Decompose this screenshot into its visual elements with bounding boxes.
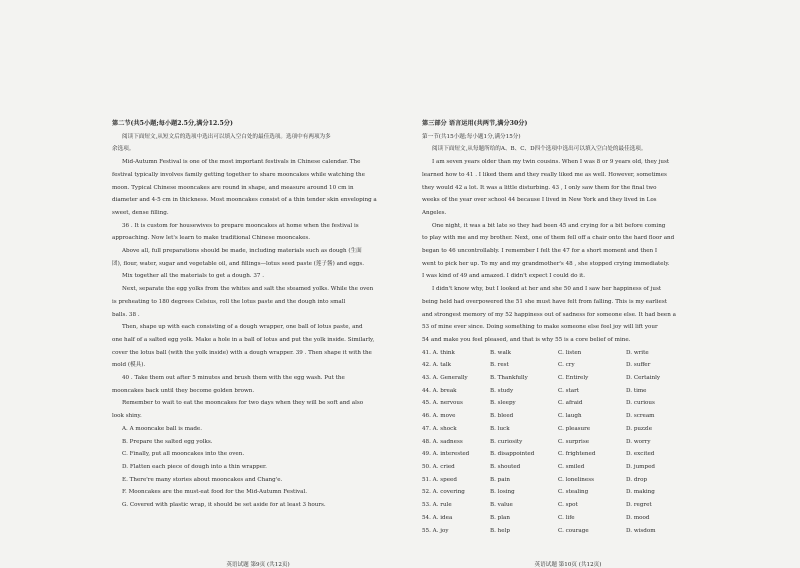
choice-option: D. suffer xyxy=(626,362,651,369)
passage-line: Then, shape up with each consisting of a dough wrapper, one ball of lotus paste, and xyxy=(122,324,363,331)
choice-option: B. disappointed xyxy=(490,451,535,458)
choice-option: C. pleasure xyxy=(558,425,591,432)
passage-line: learned how to 41 . I liked them and they really liked me as well. However, sometimes xyxy=(422,171,667,178)
choice-option: 55. A. joy xyxy=(422,527,449,534)
choice-option: 42. A. talk xyxy=(422,362,452,369)
passage-line: Above all, full preparations should be made, including materials such as dough (生面 xyxy=(122,248,362,255)
choice-option: B. study xyxy=(490,387,514,394)
passage-line: Remember to wait to eat the mooncakes for two days when they will be soft and also xyxy=(122,400,364,407)
choice-option: 45. A. nervous xyxy=(422,400,463,407)
passage-line: is preheating to 180 degrees Celsius, roll the lotus paste and the dough into small xyxy=(112,298,346,305)
choice-option: 51. A. speed xyxy=(422,476,457,483)
choice-option: B. sleepy xyxy=(490,400,516,407)
choice-option: C. Entirely xyxy=(558,375,589,382)
choice-table xyxy=(422,347,714,538)
passage-line: approaching. Now let's learn to make traditional Chinese mooncakes. xyxy=(112,235,311,242)
choice-option: B. luck xyxy=(490,425,510,432)
choice-option: D. excited xyxy=(626,451,655,458)
passage-line: went to pick her up. To my and my grandmother's 48 , she stopped crying immediately. xyxy=(422,260,670,267)
choice-option: 43. A. Generally xyxy=(422,375,468,382)
left-page xyxy=(112,118,404,568)
passage-line: festival typically involves family getting together to share mooncakes while watching the xyxy=(112,171,365,178)
choice-option: 49. A. interested xyxy=(422,451,470,458)
choice-option: 53. A. rule xyxy=(422,502,452,509)
passage-line: 54 and make you feel pleased, and that is why 55 is a core belief of mine. xyxy=(422,336,631,343)
passage-line: being held had overpowered the 51 she must have felt from falling. This is my earliest xyxy=(422,298,667,305)
choice-option: D. time xyxy=(626,387,647,394)
passage-line: began to 46 uncontrollably. I remember I felt the 47 for a short moment and then I xyxy=(422,248,658,255)
choice-option: D. write xyxy=(626,349,649,356)
choice-option: B. curiosity xyxy=(490,438,523,445)
choice-option: 44. A. break xyxy=(422,387,457,394)
passage-line: and strongest memory of my 52 happiness out of sadness for someone else. It had been a xyxy=(422,311,676,318)
choice-option: D. mood xyxy=(626,514,650,521)
passage-line: I was kind of 49 and amazed. I didn't expect I could do it. xyxy=(422,273,586,280)
choice-option: 54. A. idea xyxy=(422,514,453,521)
passage-line: to play with me and my brother. Next, one of them fell off a chair onto the hard floor and xyxy=(422,235,675,242)
option-item: E. There're many stories about mooncakes and Chang'e. xyxy=(122,476,283,483)
choice-option: C. smiled xyxy=(558,463,585,470)
passage-line: look shiny. xyxy=(112,413,142,420)
passage-line: 团), flour, water, sugar and vegetable oil, and fillings—lotus seed paste (莲子酱) and eggs. xyxy=(112,260,364,267)
choice-option: C. laugh xyxy=(558,413,582,420)
choice-option: D. making xyxy=(626,489,655,496)
instruction-line: 阅读下面短文,从短文后的选项中选出可以填入空白处的最佳选项。选项中有两项为多 xyxy=(122,133,331,140)
choice-option: C. stealing xyxy=(558,489,589,496)
choice-option: 50. A. cried xyxy=(422,463,455,470)
instructions: 阅读下面短文,从每题所给的A、B、C、D四个选项中选出可以填入空白处的最佳选项。 xyxy=(432,146,647,153)
passage-line: I am seven years older than my twin cousins. When I was 8 or 9 years old, they just xyxy=(432,159,670,166)
choice-option: B. bleed xyxy=(490,413,514,420)
choice-option: D. drop xyxy=(626,476,648,483)
choice-option: D. curious xyxy=(626,400,655,407)
choice-option: D. worry xyxy=(626,438,651,445)
passage-line: mooncakes back until they become golden brown. xyxy=(112,387,255,394)
passage-line: 40 . Take them out after 5 minutes and brush them with the egg wash. Put the xyxy=(122,375,345,382)
page-footer: 英语试题 第10页 (共12页) xyxy=(534,562,602,568)
passage-line: they would 42 a lot. It was a little disturbing. 43 , I only saw them for the final two xyxy=(422,184,657,191)
option-item: A. A mooncake ball is made. xyxy=(122,425,203,432)
right-page xyxy=(422,118,714,568)
choice-option: D. Certainly xyxy=(626,375,661,382)
option-item: G. Covered with plastic wrap, it should be set aside for at least 3 hours. xyxy=(122,502,326,509)
passage-line: moon. Typical Chinese mooncakes are round in shape, and measure around 10 cm in xyxy=(112,184,354,191)
section-subheading: 第一节(共15小题;每小题1分,满分15分) xyxy=(422,133,521,140)
choice-option: D. scream xyxy=(626,413,655,420)
option-item: D. Flatten each piece of dough into a thin wrapper. xyxy=(122,463,267,470)
choice-option: 46. A. move xyxy=(422,413,456,420)
passage-line: I didn't know why, but I looked at her and she 50 and I saw her happiness of just xyxy=(432,286,662,293)
choice-option: 47. A. shock xyxy=(422,425,457,432)
passage-line: Angeles. xyxy=(422,209,447,216)
choice-option: 52. A. covering xyxy=(422,489,465,496)
choice-option: B. shouted xyxy=(490,463,521,470)
choice-option: D. puzzle xyxy=(626,425,653,432)
choice-option: D. regret xyxy=(626,502,652,509)
choice-option: D. wisdom xyxy=(626,527,656,534)
passage-line: sweet, dense filling. xyxy=(112,209,169,216)
choice-option: 41. A. think xyxy=(422,349,455,356)
choice-option: B. help xyxy=(490,527,510,534)
page-footer: 英语试题 第9页 (共12页) xyxy=(226,562,290,568)
passage-line: balls. 38 . xyxy=(112,311,140,318)
choice-option: B. pain xyxy=(490,476,510,483)
choice-option: C. afraid xyxy=(558,400,583,407)
passage-line: Mid-Autumn Festival is one of the most important festivals in Chinese calendar. The xyxy=(122,159,361,166)
option-item: B. Prepare the salted egg yolks. xyxy=(122,438,213,445)
choice-option: C. start xyxy=(558,387,580,394)
instruction-line: 余选项。 xyxy=(112,146,135,153)
choice-option: C. surprise xyxy=(558,438,590,445)
choice-option: D. jumped xyxy=(626,463,655,470)
passage xyxy=(422,156,714,347)
choice-option: B. plan xyxy=(490,514,510,521)
passage-line: cover the lotus ball (with the yolk inside) with a dough wrapper. 39 . Then shape it with the xyxy=(112,349,372,356)
instructions xyxy=(112,131,404,156)
choice-option: 48. A. sadness xyxy=(422,438,463,445)
choice-option: B. Thankfully xyxy=(490,375,528,382)
part-heading: 第三部分 语言运用(共两节,满分30分) xyxy=(422,120,528,127)
passage-line: mold (模具). xyxy=(112,362,146,369)
choice-option: C. loneliness xyxy=(558,476,594,483)
passage-line: 36 . It is custom for housewives to prepare mooncakes at home when the festival is xyxy=(122,222,359,229)
passage-line: One night, it was a bit late so they had been 45 and crying for a bit before coming xyxy=(432,222,666,229)
choice-option: B. walk xyxy=(490,349,511,356)
option-item: F. Mooncakes are the must-eat food for the Mid-Autumn Festival. xyxy=(122,489,308,496)
passage-line: Next, separate the egg yolks from the whites and salt the steamed yolks. While the oven xyxy=(122,286,374,293)
passage-line: Mix together all the materials to get a dough. 37 . xyxy=(122,273,265,280)
choice-option: B. value xyxy=(490,502,513,509)
choice-option: C. courage xyxy=(558,527,589,534)
choice-option: B. losing xyxy=(490,489,515,496)
option-item: C. Finally, put all mooncakes into the oven. xyxy=(122,451,245,458)
section-heading: 第二节(共5小题;每小题2.5分,满分12.5分) xyxy=(112,120,233,127)
choice-option: C. spot xyxy=(558,502,578,509)
passage-line: diameter and 4-5 cm in thickness. Most mooncakes consist of a thin tender skin enveloping a xyxy=(112,197,377,204)
choice-option: C. cry xyxy=(558,362,575,369)
passage-line: one half of a salted egg yolk. Make a hole in a ball of lotus and put the yolk inside. Similarly, xyxy=(112,336,375,343)
choice-option: C. listen xyxy=(558,349,582,356)
choice-option: C. frightened xyxy=(558,451,596,458)
passage xyxy=(112,156,404,423)
option-list xyxy=(112,423,404,512)
choice-option: C. life xyxy=(558,514,575,521)
passage-line: weeks of the year over school 44 because I lived in New York and they lived in Los xyxy=(422,197,657,204)
passage-line: 53 of mine ever since. Doing something to make someone else feel joy will lift your xyxy=(422,324,658,331)
choice-option: B. rest xyxy=(490,362,509,369)
